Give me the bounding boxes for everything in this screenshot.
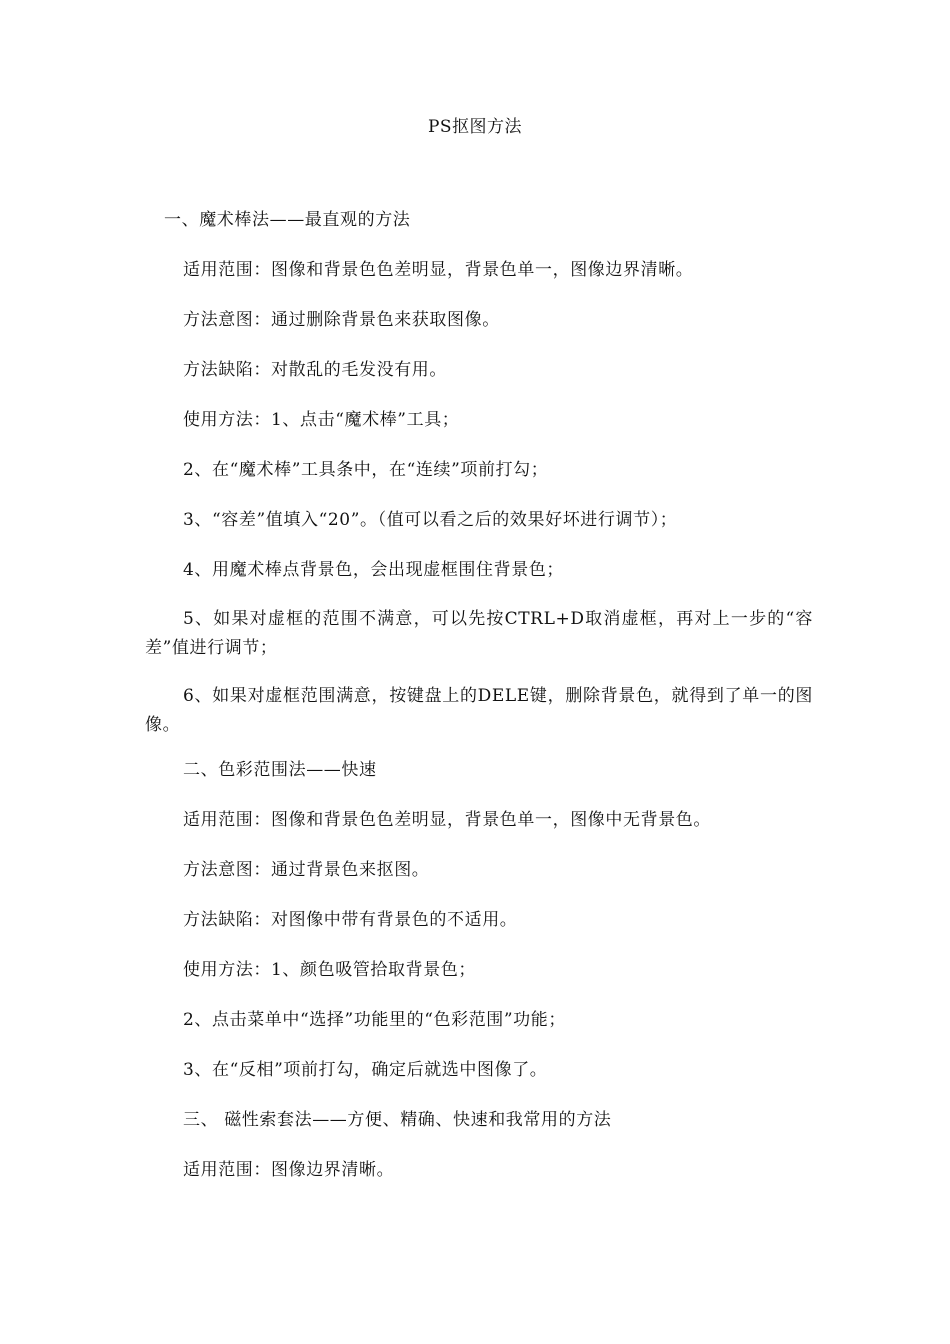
section-1-step-4: 4、用魔术棒点背景色，会出现虚框围住背景色； [183, 560, 565, 580]
section-3-heading: 三、 磁性索套法——方便、精确、快速和我常用的方法 [183, 1110, 612, 1130]
section-1-step-5: 5、如果对虚框的范围不满意，可以先按CTRL+D取消虚框，再对上一步的“容差”值进行调节； [145, 609, 813, 658]
section-2-intent: 方法意图：通过背景色来抠图。 [183, 860, 430, 880]
section-1-step-3: 3、“容差”值填入“20”。（值可以看之后的效果好坏进行调节）； [183, 510, 678, 530]
page-title: PS抠图方法 [427, 117, 523, 137]
section-2-heading: 二、色彩范围法——快速 [183, 760, 377, 780]
section-1-applicable: 适用范围：图像和背景色色差明显，背景色单一，图像边界清晰。 [183, 260, 694, 280]
section-1-step-1: 使用方法：1、点击“魔术棒”工具； [183, 410, 460, 430]
section-1-defect: 方法缺陷：对散乱的毛发没有用。 [183, 360, 447, 380]
section-2-step-3: 3、在“反相”项前打勾，确定后就选中图像了。 [183, 1060, 548, 1080]
section-1-step-2: 2、在“魔术棒”工具条中，在“连续”项前打勾； [183, 460, 549, 480]
section-1-intent: 方法意图：通过删除背景色来获取图像。 [183, 310, 500, 330]
section-2-applicable: 适用范围：图像和背景色色差明显，背景色单一，图像中无背景色。 [183, 810, 711, 830]
section-3-applicable: 适用范围：图像边界清晰。 [183, 1160, 395, 1180]
section-2-step-1: 使用方法：1、颜色吸管拾取背景色； [183, 960, 477, 980]
section-2-defect: 方法缺陷：对图像中带有背景色的不适用。 [183, 910, 518, 930]
section-2-step-2: 2、点击菜单中“选择”功能里的“色彩范围”功能； [183, 1010, 566, 1030]
section-1-step-6: 6、如果对虚框范围满意，按键盘上的DELE键，删除背景色，就得到了单一的图像。 [145, 686, 813, 735]
section-1-heading: 一、魔术棒法——最直观的方法 [164, 210, 411, 230]
